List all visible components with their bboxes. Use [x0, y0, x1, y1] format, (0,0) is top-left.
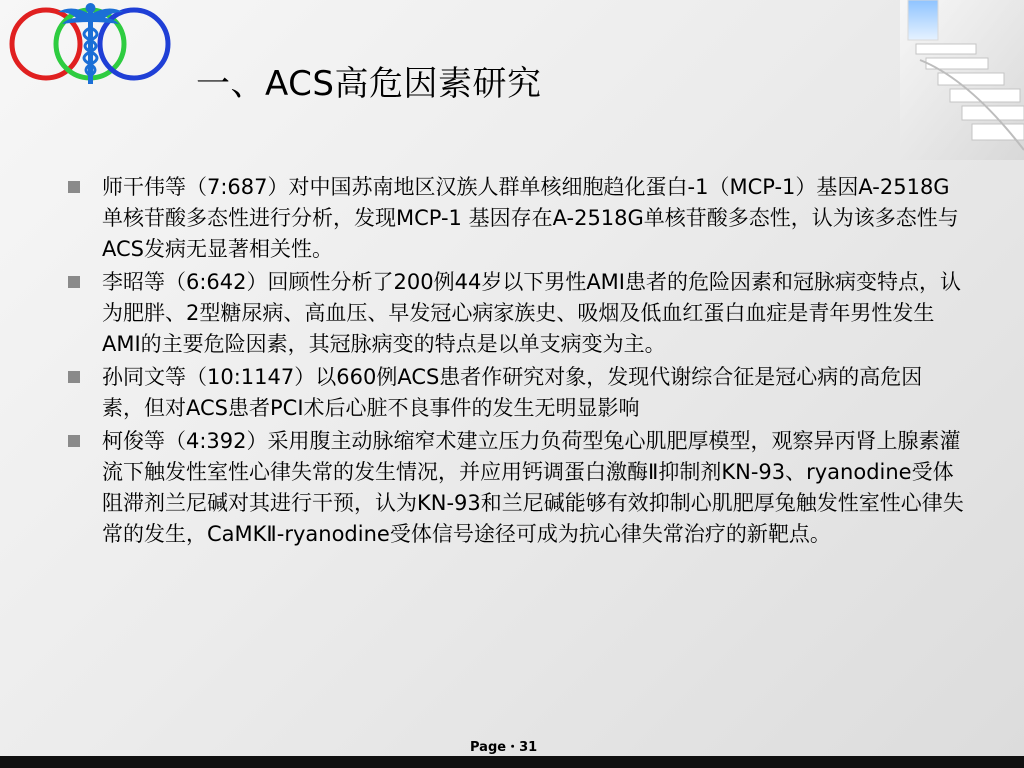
page-number: Page・31	[470, 740, 538, 755]
bullet-text: 师干伟等（7:687）对中国苏南地区汉族人群单核细胞趋化蛋白-1（MCP-1）基因A-2518G单核苷酸多态性进行分析，发现MCP-1 基因存在A-2518G单核苷酸多态性，认为该多态性与ACS发病无显著相关性。	[102, 175, 959, 261]
white-staircase-image	[900, 0, 1024, 160]
square-bullet-icon	[68, 276, 80, 288]
bullet-text: 柯俊等（4:392）采用腹主动脉缩窄术建立压力负荷型兔心肌肥厚模型，观察异丙肾上腺素灌流下触发性室性心律失常的发生情况，并应用钙调蛋白激酶Ⅱ抑制剂KN-93、ryanodine受体阻滞剂兰尼碱对其进行干预，认为KN-93和兰尼碱能够有效抑制心肌肥厚兔触发性室性心律失常的发生，CaMKⅡ-ryanodine受体信号途径可成为抗心律失常治疗的新靶点。	[102, 429, 964, 546]
bullet-list	[64, 172, 964, 552]
list-item	[64, 267, 964, 360]
bullet-text: 孙同文等（10:1147）以660例ACS患者作研究对象，发现代谢综合征是冠心病的高危因素，但对ACS患者PCI术后心脏不良事件的发生无明显影响	[102, 365, 923, 420]
bullet-text: 李昭等（6:642）回顾性分析了200例44岁以下男性AMI患者的危险因素和冠脉病变特点，认为肥胖、2型糖尿病、高血压、早发冠心病家族史、吸烟及低血红蛋白血症是青年男性发生AMI的主要危险因素，其冠脉病变的特点是以单支病变为主。	[102, 270, 961, 356]
list-item	[64, 426, 964, 550]
list-item	[64, 172, 964, 265]
square-bullet-icon	[68, 435, 80, 447]
list-item	[64, 362, 964, 424]
square-bullet-icon	[68, 371, 80, 383]
square-bullet-icon	[68, 181, 80, 193]
caduceus-rings-logo	[0, 0, 180, 86]
bottom-edge-bar	[0, 756, 1024, 768]
slide-title: 一、ACS高危因素研究	[196, 64, 542, 104]
